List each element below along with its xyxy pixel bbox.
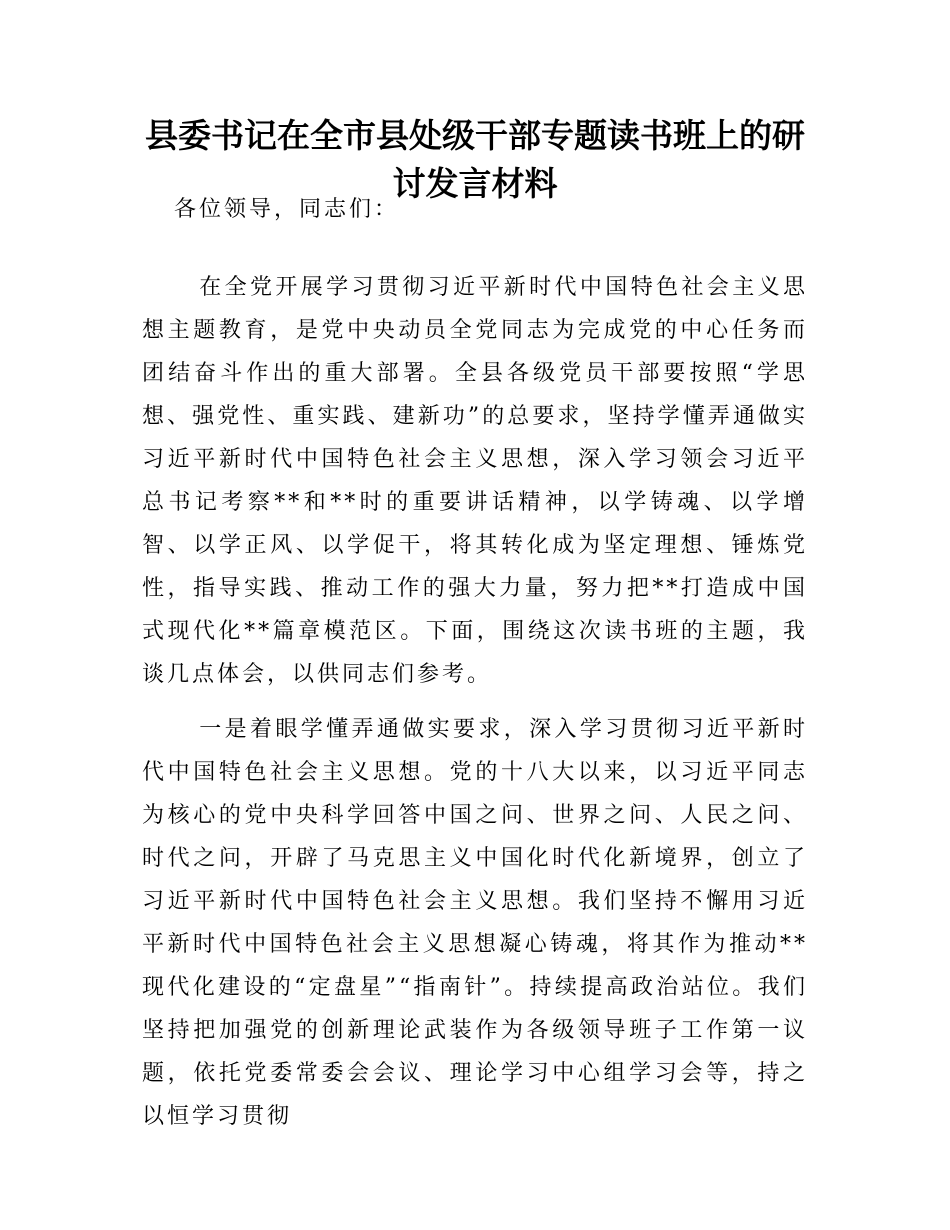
paragraph-point-one: 一是着眼学懂弄通做实要求，深入学习贯彻习近平新时代中国特色社会主义思想。党的十八大以来，以习近平同志为核心的党中央科学回答中国之问、世界之问、人民之问、时代之问，开辟了马克思主义中国化时代化新境界，创立了习近平新时代中国特色社会主义思想。我们坚持不懈用习近平新时代中国特色社会主义思想凝心铸魂，将其作为推动**现代化建设的“定盘星”“指南针”。持续提高政治站位。我们坚持把加强党的创新理论武装作为各级领导班子工作第一议题，依托党委常委会会议、理论学习中心组学习会等，持之以恒学习贯彻 xyxy=(142,717,808,1129)
paragraph-intro: 在全党开展学习贯彻习近平新时代中国特色社会主义思想主题教育，是党中央动员全党同志为完成党的中心任务而团结奋斗作出的重大部署。全县各级党员干部要按照“学思想、强党性、重实践、建新功”的总要求，坚持学懂弄通做实习近平新时代中国特色社会主义思想，深入学习领会习近平总书记考察**和**时的重要讲话精神，以学铸魂、以学增智、以学正风、以学促干，将其转化成为坚定理想、锤炼党性，指导实践、推动工作的强大力量，努力把**打造成中国式现代化**篇章模范区。下面，围绕这次读书班的主题，我谈几点体会，以供同志们参考。 xyxy=(142,275,808,687)
document-title: 县委书记在全市县处级干部专题读书班上的研讨发言材料 xyxy=(145,116,805,203)
salutation: 各位领导，同志们： xyxy=(174,197,400,222)
